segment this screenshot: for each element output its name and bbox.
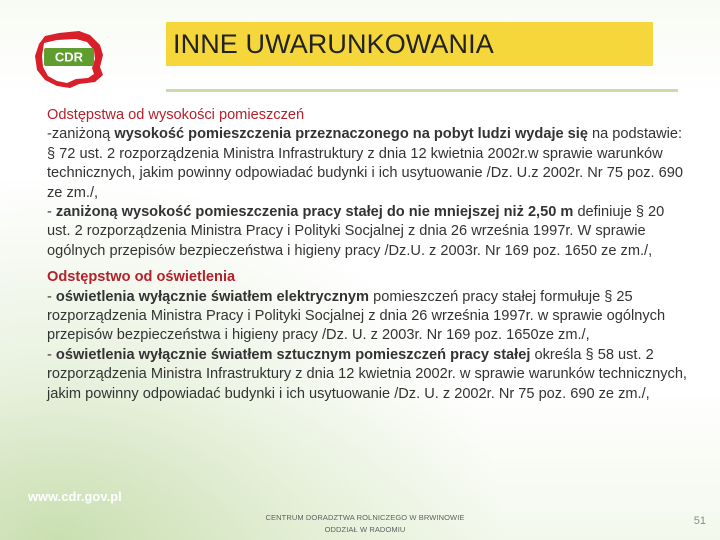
paragraph-electric-lighting [47,288,687,346]
footer-organization-line-2: ODDZIAŁ W RADOMIU [324,525,406,534]
cdr-logo [33,28,107,90]
website-url: www.cdr.gov.pl [28,489,122,504]
paragraph-text: na podstawie: § 72 ust. 2 rozporządzenia Ministra Infrastruktury z dnia 12 kwietnia 2002r.w sprawie warunków technicznych, jakim powinny odpowiadać budynki i ich usytuowanie /Dz. U.z 2002r. Nr 75 poz. 690 ze zm./, [47,126,683,201]
section-heading-height: Odstępstwa od wysokości pomieszczeń [47,107,305,123]
page-number: 51 [693,515,706,527]
logo-text: CDR [54,49,84,65]
paragraph-text: definiuje § 20 ust. 2 rozporządzenia Ministra Pracy i Polityki Socjalnej z dnia 26 września 1997r. W sprawie ogólnych przepisów bezpieczeństwa i higieny pracy /Dz.U. z 2003r. Nr 169 poz. 1650 ze zm./, [47,204,665,259]
paragraph-emphasis: oświetlenia wyłącznie światłem sztucznym pomieszczeń pracy stałej [55,346,531,363]
paragraph-prefix: - [47,204,56,221]
slide-title: INNE UWARUNKOWANIA [166,22,653,66]
paragraph-room-height-residential [47,125,687,203]
section-heading-lighting: Odstępstwo od oświetlenia [47,269,236,286]
slide-content [47,106,687,404]
paragraph-prefix: -zaniżoną [47,126,115,143]
paragraph-prefix: - [47,288,56,305]
paragraph-emphasis: zaniżoną wysokość pomieszczenia pracy stałej do nie mniejszej niż 2,50 m [55,204,574,221]
paragraph-text: pomieszczeń pracy stałej formułuje § 25 rozporządzenia Ministra Pracy i Polityki Socjalnej z dnia 26 września 1997r. w sprawie ogólnych przepisów bezpieczeństwa i higieny pracy /Dz. U. z 2003r. Nr 169 poz. 1650ze zm./, [47,288,666,344]
paragraph-text: określa § 58 ust. 2 rozporządzenia Ministra Infrastruktury z dnia 12 kwietnia 2002r. w sprawie warunków technicznych, jakim powinny odpowiadać budynki i ich usytuowanie /Dz. U. z 2002r. Nr 75 poz. 690 ze zm./, [47,346,687,402]
paragraph-room-height-workplace [47,203,687,261]
footer-organization-line-1: CENTRUM DORADZTWA ROLNICZEGO W BRWINOWIE [265,513,465,522]
footer-organization [250,512,480,536]
paragraph-prefix: - [47,346,56,363]
paragraph-emphasis: oświetlenia wyłącznie światłem elektrycznym [55,288,370,305]
title-divider [166,89,678,92]
paragraph-emphasis: wysokość pomieszczenia przeznaczonego na pobyt ludzi wydaje się [114,126,588,143]
paragraph-artificial-lighting [47,346,687,404]
